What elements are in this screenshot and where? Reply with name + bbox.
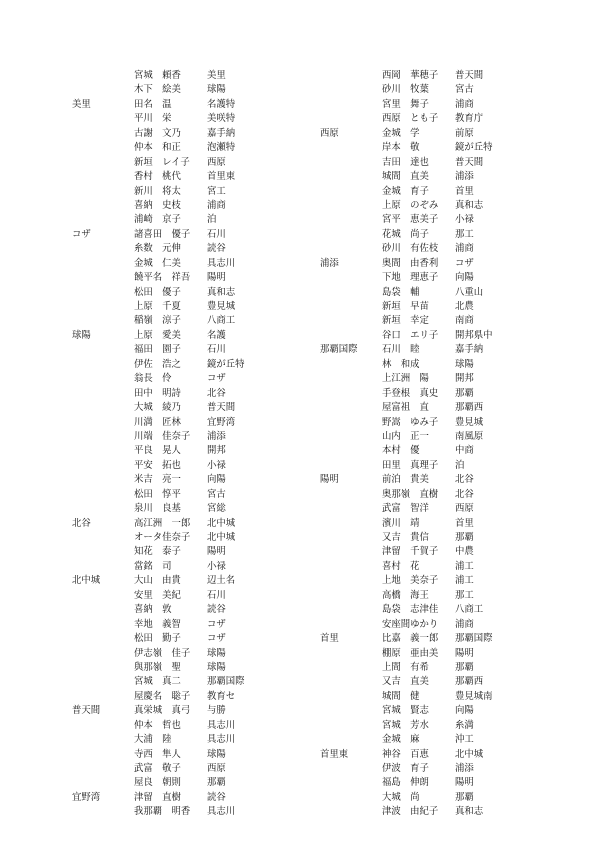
teacher-name: 香村 桃代	[134, 171, 181, 183]
teacher-name: 津留 直樹	[134, 791, 181, 803]
teacher-name: 松田 惇平	[134, 488, 181, 500]
teacher-name: 屋良 朝則	[134, 777, 181, 789]
previous-school: 浦商	[455, 618, 474, 630]
teacher-name: 大浦 陸	[134, 734, 172, 746]
teacher-name: 島袋 志津佳	[382, 604, 439, 616]
previous-school: 那覇	[455, 387, 474, 399]
previous-school: 首里	[455, 517, 474, 529]
previous-school: 八重山	[455, 286, 484, 298]
teacher-name: 神谷 百恵	[382, 748, 429, 760]
previous-school: 浦添	[455, 763, 474, 774]
previous-school: コザ	[207, 373, 226, 385]
previous-school: 開邦	[455, 373, 474, 385]
previous-school: 浦工	[455, 575, 474, 587]
previous-school: 普天間	[455, 70, 484, 81]
school-name: 那覇国際	[320, 344, 358, 356]
previous-school: 浦商	[455, 243, 474, 255]
previous-school: 名護特	[207, 98, 236, 110]
teacher-name: 津留 千賀子	[382, 546, 439, 558]
teacher-name: 與那嶺 聖	[134, 661, 181, 673]
previous-school: 読谷	[207, 791, 226, 803]
teacher-name: 新川 将太	[134, 185, 181, 197]
previous-school: 宮古	[455, 84, 474, 96]
previous-school: 西原	[207, 763, 226, 774]
previous-school: 宜野湾	[207, 416, 236, 428]
previous-school: 開邦	[207, 445, 226, 457]
teacher-name: 西原 とも子	[382, 113, 439, 125]
teacher-name: 林 和成	[382, 358, 420, 370]
previous-school: 浦商	[455, 98, 474, 110]
school-name: 北中城	[72, 575, 101, 587]
school-name: 首里	[320, 633, 339, 645]
previous-school: 球陽	[207, 748, 226, 760]
teacher-name: 石川 睦	[382, 344, 420, 356]
previous-school: 球陽	[207, 84, 226, 96]
teacher-name: 安座間ゆかり	[382, 618, 439, 630]
previous-school: 八商工	[455, 604, 484, 616]
teacher-name: 武富 智洋	[382, 503, 429, 515]
previous-school: 具志川	[207, 257, 236, 269]
teacher-name: 上原 のぞみ	[382, 199, 439, 211]
previous-school: 小禄	[455, 214, 474, 226]
school-name: 球陽	[72, 329, 91, 341]
teacher-name: 比嘉 義一郎	[382, 633, 439, 645]
previous-school: 前原	[455, 127, 474, 139]
teacher-name: 松田 勤子	[134, 633, 181, 645]
teacher-name: 本村 優	[382, 445, 420, 457]
teacher-name: 宮里 舞子	[382, 98, 429, 110]
previous-school: 北谷	[455, 488, 474, 500]
previous-school: 陽明	[207, 546, 226, 558]
previous-school: 八商工	[207, 315, 236, 327]
previous-school: 那覇	[207, 777, 226, 789]
teacher-name: オータ佳奈子	[134, 532, 191, 543]
teacher-name: 花城 尚子	[382, 228, 429, 240]
previous-school: 読谷	[207, 243, 226, 255]
previous-school: 那覇	[455, 532, 474, 543]
school-name: 陽明	[320, 474, 339, 486]
teacher-name: 米吉 亮一	[134, 474, 181, 486]
teacher-name: 新垣 早苗	[382, 301, 429, 312]
teacher-name: 諸喜田 優子	[134, 228, 191, 240]
teacher-name: 喜納 敦	[134, 604, 172, 616]
previous-school: 石川	[207, 589, 226, 601]
previous-school: 向陽	[455, 705, 474, 717]
teacher-name: 奥間 由香利	[382, 257, 439, 269]
teacher-name: 金城 育子	[382, 185, 429, 197]
teacher-name: 新垣 レイ子	[134, 156, 190, 168]
teacher-name: 仲本 和正	[134, 142, 181, 154]
previous-school: 北谷	[455, 474, 474, 486]
previous-school: 具志川	[207, 734, 236, 746]
teacher-name: 寺西 隼人	[134, 748, 181, 760]
teacher-name: 平川 栄	[134, 113, 172, 125]
teacher-name: 金城 仁美	[134, 257, 181, 269]
previous-school: 教育庁	[455, 113, 484, 125]
previous-school: 真和志	[207, 286, 236, 298]
teacher-name: 谷口 エリ子	[382, 329, 439, 341]
school-name: 西原	[320, 127, 339, 139]
teacher-name: 砂川 牧葉	[382, 84, 429, 96]
school-name: 浦添	[320, 257, 339, 269]
teacher-name: 我那覇 明香	[134, 806, 191, 818]
teacher-name: 上原 愛美	[134, 329, 181, 341]
teacher-name: 福島 伸朗	[382, 777, 429, 789]
previous-school: コザ	[207, 633, 226, 645]
teacher-name: 田中 明詩	[134, 387, 181, 399]
previous-school: 向陽	[207, 474, 226, 486]
teacher-name: 上間 有希	[382, 661, 429, 673]
teacher-name: 高江洲 一郎	[134, 517, 191, 529]
teacher-name: 野嵩 ゆみ子	[382, 416, 439, 428]
previous-school: 那工	[455, 589, 474, 601]
teacher-name: 武富 敬子	[134, 763, 181, 774]
teacher-name: 川端 佳奈子	[134, 430, 191, 442]
teacher-name: 奥那嶺 直樹	[382, 488, 439, 500]
teacher-name: 西岡 華穂子	[382, 70, 439, 81]
teacher-name: 新垣 幸定	[382, 315, 429, 327]
previous-school: 石川	[207, 344, 226, 356]
previous-school: 沖工	[455, 734, 474, 746]
previous-school: 普天間	[207, 402, 236, 414]
previous-school: 北中城	[207, 532, 236, 543]
teacher-name: 幸地 義智	[134, 618, 181, 630]
previous-school: 嘉手納	[207, 127, 236, 139]
teacher-name: 下地 理恵子	[382, 272, 439, 284]
previous-school: 那覇	[455, 661, 474, 673]
teacher-name: 高橋 海王	[382, 589, 429, 601]
previous-school: 中農	[455, 546, 474, 558]
previous-school: 鏡が丘特	[207, 358, 245, 370]
previous-school: 浦添	[455, 171, 474, 183]
previous-school: 陽明	[455, 777, 474, 789]
previous-school: 小禄	[207, 560, 226, 572]
previous-school: 陽明	[207, 272, 226, 284]
teacher-name: 川満 匠林	[134, 416, 181, 428]
previous-school: 具志川	[207, 806, 236, 818]
teacher-name: 伊志嶺 佳子	[134, 647, 191, 659]
previous-school: 南商	[455, 315, 474, 327]
previous-school: 那覇	[455, 791, 474, 803]
previous-school: 泡瀬特	[207, 142, 236, 154]
previous-school: 宮総	[207, 503, 226, 515]
teacher-name: 上地 美奈子	[382, 575, 439, 587]
previous-school: 北中城	[455, 748, 484, 760]
previous-school: 那覇国際	[207, 676, 245, 688]
teacher-name: 屋富祖 直	[382, 402, 429, 414]
teacher-name: 宮平 恵美子	[382, 214, 439, 226]
teacher-name: 上原 千夏	[134, 301, 181, 312]
previous-school: 泊	[207, 214, 217, 226]
school-name: 首里東	[320, 748, 349, 760]
previous-school: 与勝	[207, 705, 226, 717]
previous-school: 開邦県中	[455, 329, 493, 341]
teacher-name: 喜納 史枝	[134, 199, 181, 211]
teacher-name: 田名 温	[134, 98, 172, 110]
teacher-name: 山内 正一	[382, 430, 429, 442]
teacher-name: 城間 健	[382, 690, 420, 702]
previous-school: コザ	[455, 257, 474, 269]
previous-school: 豊見城	[207, 301, 236, 312]
teacher-name: 福田 園子	[134, 344, 181, 356]
teacher-name: 平良 晃人	[134, 445, 181, 457]
teacher-name: 安里 美紀	[134, 589, 181, 601]
previous-school: 読谷	[207, 604, 226, 616]
previous-school: 北農	[455, 301, 474, 312]
previous-school: 北谷	[207, 387, 226, 399]
teacher-name: 田里 真理子	[382, 459, 439, 471]
teacher-name: 金城 麻	[382, 734, 420, 746]
previous-school: 石川	[207, 228, 226, 240]
teacher-name: 大山 由貴	[134, 575, 181, 587]
teacher-name: 宮城 賢志	[382, 705, 429, 717]
previous-school: 宮古	[207, 488, 226, 500]
previous-school: 真和志	[455, 199, 484, 211]
previous-school: 嘉手納	[455, 344, 484, 356]
teacher-name: 前泊 貴美	[382, 474, 429, 486]
school-name: コザ	[72, 228, 91, 240]
teacher-name: 知花 泰子	[134, 546, 181, 558]
previous-school: 鏡が丘特	[455, 142, 493, 154]
previous-school: 名護	[207, 329, 226, 341]
previous-school: 浦商	[207, 199, 226, 211]
teacher-name: 當銘 司	[134, 560, 172, 572]
previous-school: 那工	[455, 228, 474, 240]
teacher-name: 手登根 真史	[382, 387, 439, 399]
previous-school: 南風原	[455, 430, 484, 442]
teacher-name: 城間 直美	[382, 171, 429, 183]
school-name: 宜野湾	[72, 791, 101, 803]
teacher-name: 又吉 貴信	[382, 532, 429, 543]
previous-school: 中商	[455, 445, 474, 457]
previous-school: 糸満	[455, 719, 474, 731]
previous-school: 首里東	[207, 171, 236, 183]
teacher-name: 翁長 伶	[134, 373, 172, 385]
previous-school: 北中城	[207, 517, 236, 529]
teacher-name: 屋慶名 聡子	[134, 690, 191, 702]
teacher-name: 喜村 花	[382, 560, 420, 572]
teacher-name: 木下 絵美	[134, 84, 181, 96]
previous-school: 首里	[455, 185, 474, 197]
teacher-name: 伊佐 浩之	[134, 358, 181, 370]
teacher-name: 大城 尚	[382, 791, 420, 803]
teacher-name: 真栄城 真弓	[134, 705, 191, 717]
teacher-name: 棚原 亜由美	[382, 647, 439, 659]
school-name: 普天間	[72, 705, 101, 717]
teacher-name: 饒平名 祥吾	[134, 272, 191, 284]
teacher-name: 糸数 元伸	[134, 243, 181, 255]
teacher-name: 宮城 芳水	[382, 719, 429, 731]
previous-school: 美里	[207, 70, 226, 81]
teacher-name: 濱川 靖	[382, 517, 420, 529]
previous-school: 小禄	[207, 459, 226, 471]
previous-school: 浦工	[455, 560, 474, 572]
previous-school: 普天間	[455, 156, 484, 168]
previous-school: 辺土名	[207, 575, 236, 587]
teacher-name: 平安 拓也	[134, 459, 181, 471]
previous-school: 陽明	[455, 647, 474, 659]
previous-school: 教育セ	[207, 690, 236, 702]
previous-school: 球陽	[455, 358, 474, 370]
teacher-name: 伊波 育子	[382, 763, 429, 774]
previous-school: 豊見城	[455, 416, 484, 428]
teacher-name: 稲嶺 涼子	[134, 315, 181, 327]
teacher-name: 砂川 有佐枝	[382, 243, 439, 255]
previous-school: 西原	[455, 503, 474, 515]
teacher-name: 島袋 輔	[382, 286, 420, 298]
teacher-name: 泉川 良基	[134, 503, 181, 515]
previous-school: 泊	[455, 459, 465, 471]
previous-school: 西原	[207, 156, 226, 168]
previous-school: 浦添	[207, 430, 226, 442]
teacher-name: 宮城 真二	[134, 676, 181, 688]
teacher-name: 又吉 直美	[382, 676, 429, 688]
teacher-name: 古謝 文乃	[134, 127, 181, 139]
teacher-name: 津波 由紀子	[382, 806, 439, 818]
previous-school: 豊見城南	[455, 690, 493, 702]
previous-school: コザ	[207, 618, 226, 630]
previous-school: 球陽	[207, 661, 226, 673]
school-name: 北谷	[72, 517, 91, 529]
teacher-name: 岸本 敬	[382, 142, 420, 154]
previous-school: 球陽	[207, 647, 226, 659]
previous-school: 宮工	[207, 185, 226, 197]
previous-school: 那覇西	[455, 676, 484, 688]
teacher-name: 宮城 頼香	[134, 70, 181, 81]
teacher-name: 大城 綾乃	[134, 402, 181, 414]
previous-school: 那覇西	[455, 402, 484, 414]
teacher-name: 吉田 達也	[382, 156, 429, 168]
previous-school: 真和志	[455, 806, 484, 818]
previous-school: 美咲特	[207, 113, 236, 125]
school-name: 美里	[72, 98, 91, 110]
teacher-name: 仲本 哲也	[134, 719, 181, 731]
teacher-name: 金城 学	[382, 127, 420, 139]
teacher-name: 浦崎 京子	[134, 214, 181, 226]
teacher-name: 松田 優子	[134, 286, 181, 298]
previous-school: 那覇国際	[455, 633, 493, 645]
previous-school: 向陽	[455, 272, 474, 284]
teacher-name: 上江洲 陽	[382, 373, 429, 385]
previous-school: 具志川	[207, 719, 236, 731]
